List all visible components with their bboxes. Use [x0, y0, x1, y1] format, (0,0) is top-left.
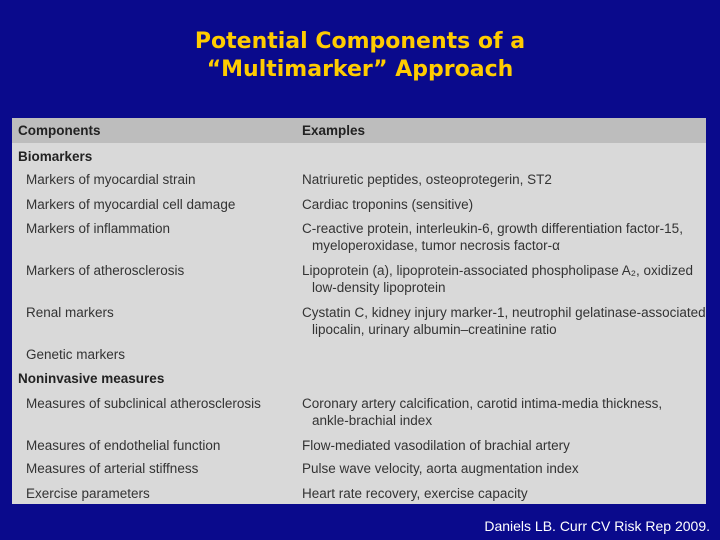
row-component: Markers of myocardial strain [26, 172, 196, 187]
row-component: Renal markers [26, 305, 114, 320]
title-line-1: Potential Components of a [194, 29, 526, 54]
citation: Daniels LB. Curr CV Risk Rep 2009. [484, 518, 710, 534]
header-components: Components [18, 123, 101, 138]
row-example: C-reactive protein, interleukin-6, growth differentiation factor-15, [302, 221, 683, 236]
row-component: Markers of atherosclerosis [26, 263, 185, 278]
row-example-continued: myeloperoxidase, tumor necrosis factor-α [312, 238, 560, 253]
row-example: Lipoprotein (a), lipoprotein-associated phospholipase A₂, oxidized [302, 263, 693, 278]
row-example: Heart rate recovery, exercise capacity [302, 486, 528, 501]
row-component: Measures of arterial stiffness [26, 461, 199, 476]
row-component: Markers of inflammation [26, 221, 171, 236]
row-example-continued: low-density lipoprotein [312, 280, 446, 295]
row-example: Natriuretic peptides, osteoprotegerin, ST2 [302, 172, 552, 187]
row-component: Genetic markers [26, 347, 126, 362]
components-table [12, 118, 706, 504]
section-biomarkers: Biomarkers [18, 149, 93, 164]
slide-title [0, 28, 720, 84]
row-example: Coronary artery calcification, carotid intima-media thickness, [302, 396, 663, 411]
row-example: Pulse wave velocity, aorta augmentation index [302, 461, 579, 476]
row-example: Cystatin C, kidney injury marker-1, neutrophil gelatinase-associated [302, 305, 706, 320]
table-header-row [12, 118, 706, 143]
section-noninvasive: Noninvasive measures [18, 371, 165, 386]
row-example: Cardiac troponins (sensitive) [302, 197, 474, 212]
row-example-continued: lipocalin, urinary albumin–creatinine ratio [312, 322, 557, 337]
row-example-continued: ankle-brachial index [312, 413, 433, 428]
row-example: Flow-mediated vasodilation of brachial artery [302, 438, 570, 453]
row-component: Measures of subclinical atherosclerosis [26, 396, 261, 411]
title-line-2: “Multimarker” Approach [206, 57, 514, 82]
row-component: Exercise parameters [26, 486, 150, 501]
row-component: Measures of endothelial function [26, 438, 221, 453]
header-examples: Examples [302, 123, 366, 138]
row-component: Markers of myocardial cell damage [26, 197, 236, 212]
